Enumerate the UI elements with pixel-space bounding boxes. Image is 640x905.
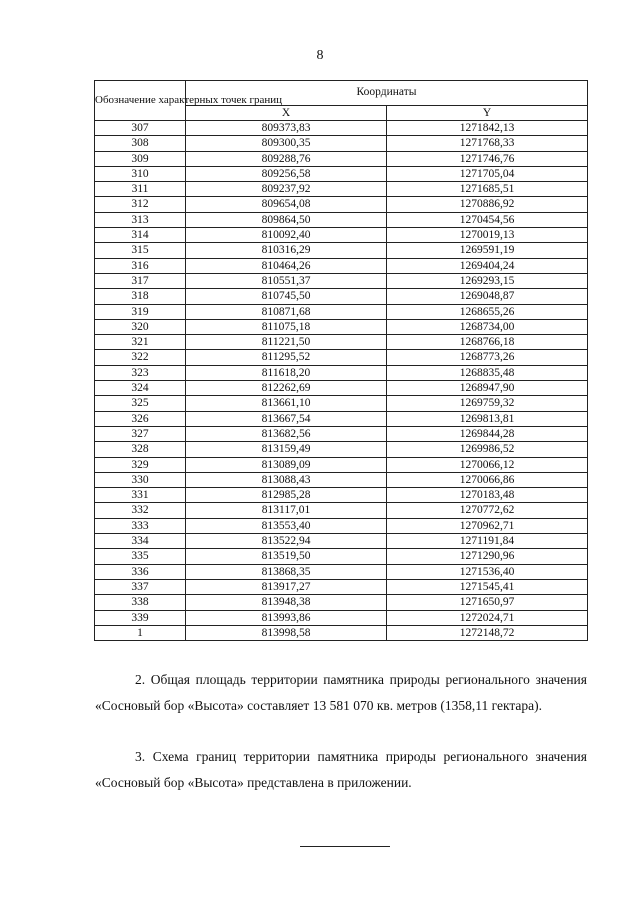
point-id-cell: 317 <box>95 273 186 288</box>
table-row <box>95 212 588 227</box>
table-row <box>95 228 588 243</box>
point-id-cell: 315 <box>95 243 186 258</box>
point-id-cell: 321 <box>95 335 186 350</box>
point-id-cell: 327 <box>95 426 186 441</box>
y-coordinate-cell: 1271746,76 <box>387 151 588 166</box>
y-coordinate-cell: 1271536,40 <box>387 564 588 579</box>
footer-separator-line <box>300 846 390 847</box>
x-coordinate-cell: 809288,76 <box>186 151 387 166</box>
table-row <box>95 182 588 197</box>
table-row <box>95 503 588 518</box>
y-coordinate-cell: 1268766,18 <box>387 335 588 350</box>
table-row <box>95 381 588 396</box>
x-coordinate-cell: 813661,10 <box>186 396 387 411</box>
y-coordinate-cell: 1269844,28 <box>387 426 588 441</box>
coordinates-table <box>94 80 588 641</box>
y-coordinate-cell: 1269404,24 <box>387 258 588 273</box>
table-row <box>95 579 588 594</box>
y-coordinate-cell: 1271685,51 <box>387 182 588 197</box>
y-coordinate-cell: 1271545,41 <box>387 579 588 594</box>
point-id-cell: 310 <box>95 166 186 181</box>
paragraph-boundary-scheme-text: 3. Схема границ территории памятника природы регионального значения «Сосновый бор «Высота» представлена в приложении. <box>95 749 587 790</box>
y-coordinate-cell: 1269986,52 <box>387 442 588 457</box>
y-coordinate-cell: 1271705,04 <box>387 166 588 181</box>
table-row <box>95 350 588 365</box>
x-coordinate-cell: 809654,08 <box>186 197 387 212</box>
x-coordinate-cell: 812262,69 <box>186 381 387 396</box>
x-coordinate-cell: 809864,50 <box>186 212 387 227</box>
point-id-cell: 337 <box>95 579 186 594</box>
y-coordinate-cell: 1270772,62 <box>387 503 588 518</box>
table-row <box>95 151 588 166</box>
point-id-cell: 322 <box>95 350 186 365</box>
x-coordinate-cell: 813667,54 <box>186 411 387 426</box>
paragraph-total-area-text: 2. Общая площадь территории памятника природы регионального значения «Сосновый бор «Высота» составляет 13 581 070 кв. метров (1358,11 гектара). <box>95 672 587 713</box>
table-row <box>95 396 588 411</box>
point-id-cell: 311 <box>95 182 186 197</box>
y-coordinate-cell: 1271191,84 <box>387 534 588 549</box>
table-row <box>95 273 588 288</box>
y-coordinate-cell: 1270066,86 <box>387 472 588 487</box>
table-row <box>95 365 588 380</box>
table-row <box>95 442 588 457</box>
x-coordinate-cell: 810092,40 <box>186 228 387 243</box>
paragraph-total-area <box>95 667 587 719</box>
y-coordinate-cell: 1271768,33 <box>387 136 588 151</box>
x-coordinate-cell: 813998,58 <box>186 625 387 640</box>
x-coordinate-cell: 813993,86 <box>186 610 387 625</box>
table-row <box>95 595 588 610</box>
table-row <box>95 534 588 549</box>
point-id-cell: 319 <box>95 304 186 319</box>
y-coordinate-cell: 1269813,81 <box>387 411 588 426</box>
point-id-cell: 320 <box>95 319 186 334</box>
x-coordinate-cell: 813682,56 <box>186 426 387 441</box>
y-coordinate-cell: 1269759,32 <box>387 396 588 411</box>
table-row <box>95 564 588 579</box>
point-id-cell: 324 <box>95 381 186 396</box>
point-id-cell: 332 <box>95 503 186 518</box>
y-coordinate-cell: 1268835,48 <box>387 365 588 380</box>
point-id-cell: 329 <box>95 457 186 472</box>
table-row <box>95 243 588 258</box>
x-coordinate-cell: 810551,37 <box>186 273 387 288</box>
x-coordinate-cell: 813519,50 <box>186 549 387 564</box>
point-id-cell: 339 <box>95 610 186 625</box>
x-coordinate-cell: 810464,26 <box>186 258 387 273</box>
point-id-cell: 307 <box>95 121 186 136</box>
x-coordinate-cell: 813868,35 <box>186 564 387 579</box>
y-coordinate-cell: 1270886,92 <box>387 197 588 212</box>
y-coordinate-cell: 1270066,12 <box>387 457 588 472</box>
x-coordinate-cell: 809256,58 <box>186 166 387 181</box>
table-row <box>95 258 588 273</box>
y-coordinate-cell: 1268655,26 <box>387 304 588 319</box>
point-id-cell: 336 <box>95 564 186 579</box>
x-coordinate-cell: 809237,92 <box>186 182 387 197</box>
x-coordinate-cell: 811221,50 <box>186 335 387 350</box>
table-row <box>95 166 588 181</box>
point-id-cell: 1 <box>95 625 186 640</box>
table-row <box>95 411 588 426</box>
page-number: 8 <box>316 48 324 63</box>
point-id-cell: 334 <box>95 534 186 549</box>
point-id-cell: 316 <box>95 258 186 273</box>
point-id-cell: 333 <box>95 518 186 533</box>
x-coordinate-cell: 813089,09 <box>186 457 387 472</box>
y-coordinate-cell: 1272024,71 <box>387 610 588 625</box>
x-coordinate-cell: 813553,40 <box>186 518 387 533</box>
point-id-cell: 312 <box>95 197 186 212</box>
table-row <box>95 625 588 640</box>
x-coordinate-cell: 813159,49 <box>186 442 387 457</box>
y-coordinate-cell: 1269293,15 <box>387 273 588 288</box>
y-coordinate-cell: 1270962,71 <box>387 518 588 533</box>
x-coordinate-cell: 810316,29 <box>186 243 387 258</box>
table-row <box>95 457 588 472</box>
x-coordinate-cell: 813117,01 <box>186 503 387 518</box>
table-row <box>95 136 588 151</box>
y-coordinate-cell: 1271290,96 <box>387 549 588 564</box>
table-row <box>95 426 588 441</box>
x-coordinate-cell: 811618,20 <box>186 365 387 380</box>
point-id-cell: 331 <box>95 488 186 503</box>
header-point-designation: Обозначение характерных точек границ <box>95 81 186 121</box>
coordinates-table-body <box>95 121 588 641</box>
point-id-cell: 328 <box>95 442 186 457</box>
x-coordinate-cell: 813522,94 <box>186 534 387 549</box>
table-row <box>95 488 588 503</box>
x-coordinate-cell: 809300,35 <box>186 136 387 151</box>
table-row <box>95 319 588 334</box>
point-id-cell: 309 <box>95 151 186 166</box>
header-x: X <box>186 106 387 121</box>
point-id-cell: 314 <box>95 228 186 243</box>
y-coordinate-cell: 1270183,48 <box>387 488 588 503</box>
table-row <box>95 304 588 319</box>
table-row <box>95 289 588 304</box>
x-coordinate-cell: 810871,68 <box>186 304 387 319</box>
y-coordinate-cell: 1270019,13 <box>387 228 588 243</box>
y-coordinate-cell: 1268734,00 <box>387 319 588 334</box>
x-coordinate-cell: 813088,43 <box>186 472 387 487</box>
point-id-cell: 338 <box>95 595 186 610</box>
table-row <box>95 335 588 350</box>
header-y: Y <box>387 106 588 121</box>
table-row <box>95 472 588 487</box>
x-coordinate-cell: 811075,18 <box>186 319 387 334</box>
paragraph-boundary-scheme <box>95 744 587 796</box>
x-coordinate-cell: 813948,38 <box>186 595 387 610</box>
point-id-cell: 326 <box>95 411 186 426</box>
x-coordinate-cell: 809373,83 <box>186 121 387 136</box>
point-id-cell: 313 <box>95 212 186 227</box>
table-row <box>95 549 588 564</box>
point-id-cell: 323 <box>95 365 186 380</box>
y-coordinate-cell: 1272148,72 <box>387 625 588 640</box>
y-coordinate-cell: 1271650,97 <box>387 595 588 610</box>
point-id-cell: 308 <box>95 136 186 151</box>
table-row <box>95 121 588 136</box>
point-id-cell: 335 <box>95 549 186 564</box>
x-coordinate-cell: 813917,27 <box>186 579 387 594</box>
header-coordinates: Координаты <box>186 81 588 106</box>
y-coordinate-cell: 1268947,90 <box>387 381 588 396</box>
y-coordinate-cell: 1271842,13 <box>387 121 588 136</box>
y-coordinate-cell: 1269048,87 <box>387 289 588 304</box>
x-coordinate-cell: 811295,52 <box>186 350 387 365</box>
y-coordinate-cell: 1269591,19 <box>387 243 588 258</box>
y-coordinate-cell: 1270454,56 <box>387 212 588 227</box>
point-id-cell: 330 <box>95 472 186 487</box>
x-coordinate-cell: 810745,50 <box>186 289 387 304</box>
x-coordinate-cell: 812985,28 <box>186 488 387 503</box>
y-coordinate-cell: 1268773,26 <box>387 350 588 365</box>
table-row <box>95 610 588 625</box>
table-row <box>95 518 588 533</box>
table-row <box>95 197 588 212</box>
point-id-cell: 318 <box>95 289 186 304</box>
point-id-cell: 325 <box>95 396 186 411</box>
